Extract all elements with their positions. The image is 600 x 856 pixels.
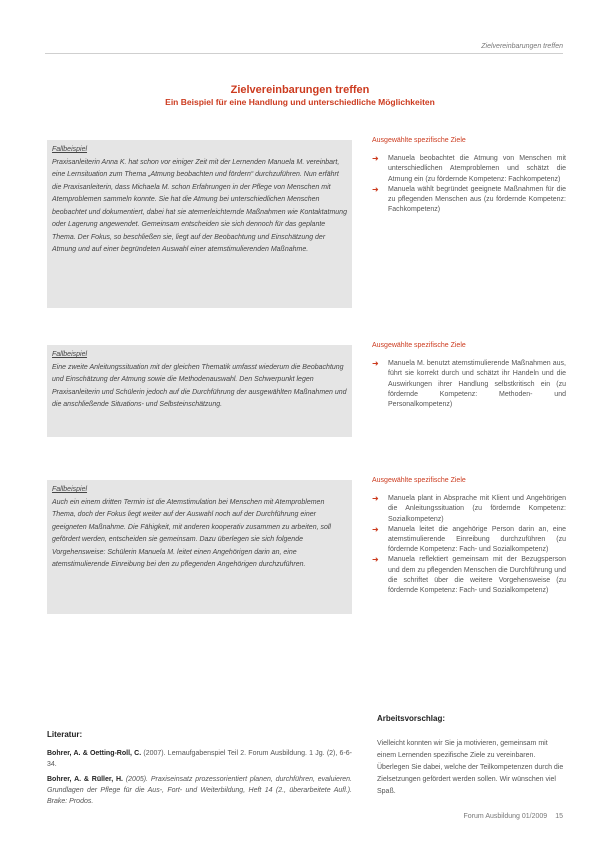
case-label: Fallbeispiel [52, 146, 88, 153]
goal-item: ➜ Manuela plant in Absprache mit Klient und Angehörigen die Anleitungssituation (zu fördernde Kompetenz: Sozialkompetenz) [372, 494, 566, 523]
literature-authors: Bohrer, A. & Oetting-Roll, C. [47, 750, 142, 757]
publication-name: Forum Ausbildung 01/2009 [463, 813, 548, 820]
case-text: Eine zweite Anleitungssituation mit der gleichen Thematik umfasst wiederum die Beobachtung und Einschätzung der Atmung sowie die Methodenauswahl. Den Schwerpunkt legen Praxisanleiterin und Schülerin jedoch auf die Durchführung der ausgewählten Maßnahmen und die anschließende Situations- und Selbsteinschätzung. [52, 363, 347, 408]
arrow-right-icon: ➜ [372, 184, 379, 194]
goals-heading: Ausgewählte spezifische Ziele [372, 342, 466, 349]
case-box-2 [47, 345, 352, 437]
literature-citation: (2005). Praxiseinsatz prozessorientiert planen, durchführen, evaluieren. Grundlagen der Pflege für die Aus-, Fort- und Weiterbildung, Heft 14 (2., überarbeitete Aufl.). Brake: Prodos. [47, 776, 353, 805]
arrow-right-icon: ➜ [372, 555, 379, 565]
running-head: Zielvereinbarungen treffen [481, 43, 563, 50]
case-text: Auch ein einem dritten Termin ist die Atemstimulation bei Menschen mit Atemproblemen Thema, doch der Fokus liegt weiter auf der Auswahl noch auf der Durchführung einer geeigneten Maßnahme. Die Fähigkeit, mit anderen kooperativ zusammen zu arbeiten, soll gefördert werden, entscheiden sie gemeinsam. Dazu überlegen sie sich folgende Vorgehensweise: Schülerin Manuela M. leitet einen Angehörigen darin an, eine atemstimulierende Einreibung bei den zu pflegenden Angehörigen durchzuführen. [52, 498, 331, 568]
goal-item: ➜ Manuela reflektiert gemeinsam mit der Bezugsperson und dem zu pflegenden Menschen die Durchführung und die schriftet über die weitere Vorgehensweise (zu fördernde Kompetenz: Fach- und Sozialkompetenz) [372, 555, 566, 595]
case-text: Praxisanleiterin Anna K. hat schon vor einiger Zeit mit der Lernenden Manuela M. vereinbart, eine Lernsituation zum Thema „Atmung beobachten und fördern“ durchzuführen. Nun erfährt die Praxisanleiterin, dass Michaela M. schon Erfahrungen in der Pflege von Menschen mit Atemproblemen sammeln konnte. Sie hat die Atmung bei unterschiedlichen Menschen beobachtet und dokumentiert, dabei hat sie atemerleichternde Maßnahmen wie Kontaktatmung oder Lagerung angewendet. Gemeinsam entscheiden sie sich dennoch für das geplante Thema. Der Fokus, so beschließen sie, liegt auf der Beobachtung und Einschätzung der Atmung und auf einer begründeten Auswahl einer atemstimulierenden Maßnahme. [52, 158, 347, 253]
goals-heading: Ausgewählte spezifische Ziele [372, 477, 466, 484]
case-label: Fallbeispiel [52, 486, 88, 493]
arrow-right-icon: ➜ [372, 494, 379, 504]
header-divider [45, 53, 563, 54]
work-suggestion-text: Vielleicht konnten wir Sie ja motivieren, gemeinsam mit einem Lernenden spezifische Ziele zu vereinbaren. Überlegen Sie dabei, welche der Teilkompetenzen durch die Zielsetzungen gefördert werden sollen. Wir wünschen viel Spaß. [377, 740, 564, 795]
work-suggestion-heading: Arbeitsvorschlag: [377, 714, 446, 723]
goal-item: ➜ Manuela leitet die angehörige Person darin an, eine atemstimulierende Einreibung durchzuführen (zu fördernde Kompetenz: Fach- und Sozialkompetenz) [372, 524, 566, 554]
literature-citation: (2007). Lernaufgabenspiel Teil 2. Forum Ausbildung. 1 Jg. (2), 6-6-34. [47, 750, 353, 768]
page-number: 15 [555, 813, 563, 820]
goals-list [372, 494, 566, 596]
goals-block-3 [372, 476, 566, 596]
case-label: Fallbeispiel [52, 351, 88, 358]
page-footer [464, 813, 563, 820]
goals-heading: Ausgewählte spezifische Ziele [372, 137, 466, 144]
goals-block-1 [372, 136, 566, 215]
goals-block-2 [372, 341, 566, 410]
arrow-right-icon: ➜ [372, 154, 379, 164]
case-box-1 [47, 140, 352, 308]
goals-list [372, 359, 566, 410]
arrow-right-icon: ➜ [372, 524, 379, 534]
page-title: Zielvereinbarungen treffen [230, 84, 370, 96]
literature-authors: Bohrer, A. & Rüller, H. [47, 776, 123, 783]
literature-heading: Literatur: [47, 730, 83, 739]
goals-list [372, 154, 566, 215]
goal-item: ➜ Manuela beobachtet die Atmung von Menschen mit unterschiedlichen Atemproblemen und schätzt die Atmung ein (zu fördernde Kompetenz: Fachkompetenz) [372, 154, 566, 183]
arrow-right-icon: ➜ [372, 359, 379, 369]
literature-entry-2 [47, 774, 352, 807]
goal-item: ➜ Manuela M. benutzt atemstimulierende Maßnahmen aus, führt sie korrekt durch und schätzt ihr Handeln und die Auswirkungen ihrer Handlung selbstkritisch ein (zu fördernde Kompetenz: Methoden- und Personalkompetenz) [372, 359, 566, 409]
literature-entry-1 [47, 748, 352, 770]
case-box-3 [47, 480, 352, 614]
page-subtitle: Ein Beispiel für eine Handlung und unterschiedliche Möglichkeiten [165, 97, 435, 107]
goal-item: ➜ Manuela wählt begründet geeignete Maßnahmen für die zu pflegenden Menschen aus (zu fördernde Kompetenz: Fachkompetenz) [372, 184, 566, 214]
